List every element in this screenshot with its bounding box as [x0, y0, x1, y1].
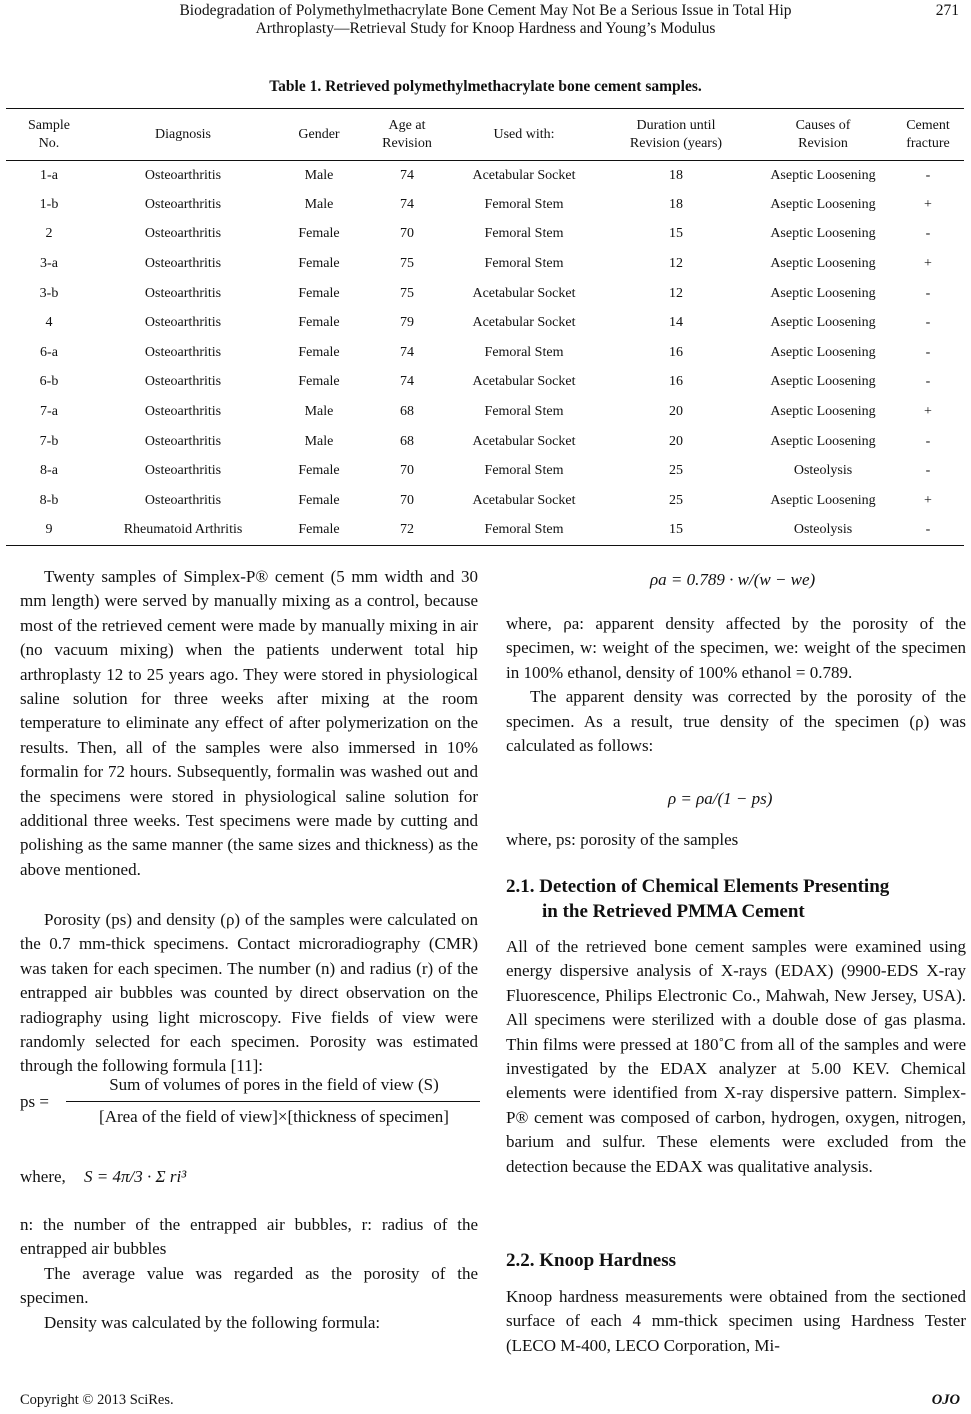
table-cell: 3-b — [39, 285, 59, 301]
table-row — [6, 308, 964, 338]
formula-denominator: [Area of the field of view]×[thickness of specimen] — [99, 1107, 449, 1126]
page-number: 271 — [935, 2, 959, 19]
table-header-cell: Age at Revision — [364, 109, 450, 161]
knoop-text: Knoop hardness measurements were obtained from the sectioned surface of each 4 mm-thick specimen using Hardness Tester (LECO M-400, LECO Corporation, Mi- — [506, 1287, 966, 1355]
sum-formula-line — [20, 1167, 186, 1187]
table-cell: Osteoarthritis — [144, 433, 222, 449]
paragraph-porosity — [20, 908, 478, 1079]
table-cell: Female — [298, 492, 340, 508]
running-title-line2: Arthroplasty—Retrieval Study for Knoop Hardness and Young’s Modulus — [255, 20, 716, 37]
table-row — [6, 368, 964, 398]
table-cell: Osteoarthritis — [144, 344, 222, 360]
table-cell: 68 — [400, 433, 414, 449]
table-cell: Female — [298, 256, 340, 272]
table-cell: Osteoarthritis — [144, 285, 222, 301]
table-row — [6, 516, 964, 546]
table-cell: 70 — [400, 226, 414, 242]
table-cell: 25 — [669, 492, 683, 508]
table-cell: 74 — [400, 344, 414, 360]
table-cell: + — [924, 492, 932, 508]
table-cell: Male — [304, 433, 334, 449]
table-cell: 3-a — [40, 256, 58, 272]
formula-numerator: Sum of volumes of pores in the field of view (S) — [109, 1075, 439, 1094]
right-column-top — [506, 612, 966, 758]
paragraph-average: The average value was regarded as the porosity of the specimen. — [20, 1263, 478, 1308]
table-cell: 8-b — [39, 492, 59, 508]
table-cell: Femoral Stem — [484, 256, 564, 272]
porosity-formula — [20, 1075, 460, 1135]
table-cell: Male — [304, 196, 334, 212]
table-cell: Femoral Stem — [484, 344, 564, 360]
table-header-cell: Cement fracture — [892, 109, 964, 161]
table-cell: - — [925, 374, 931, 390]
table-row — [6, 220, 964, 250]
table-cell: Femoral Stem — [484, 196, 564, 212]
heading-2-1-line1: 2.1. Detection of Chemical Elements Presenting — [506, 876, 890, 897]
table-row — [6, 486, 964, 516]
table-cell: Female — [298, 463, 340, 479]
table-cell: 1-a — [40, 167, 58, 183]
porosity-def-text: where, ps: porosity of the samples — [506, 830, 739, 849]
table-cell: - — [925, 433, 931, 449]
paragraph-true-density: The apparent density was corrected by the porosity of the specimen. As a result, true density of the specimen (ρ) was calculated as follows: — [506, 687, 966, 756]
paragraph-porosity-text: Porosity (ps) and density (ρ) of the samples were calculated on the 0.7 mm-thick specimens. Contact microradiography (CMR) was taken for each specimen. The number (n) and radius (r) of the entrapped air bubbles was counted by direct observation on the radiography using light microscopy. Five fields of view were randomly selected for each specimen. Porosity was estimated through the following formula [11]: — [20, 910, 478, 1076]
sum-formula: S = 4π/3 · Σ ri³ — [84, 1167, 187, 1186]
table-cell: 6-a — [40, 344, 58, 360]
table-cell: 16 — [669, 374, 683, 390]
journal-abbrev: OJO — [931, 1392, 960, 1408]
table-cell: 70 — [400, 492, 414, 508]
table-cell: - — [892, 516, 964, 546]
table-cell: Osteoarthritis — [144, 315, 222, 331]
table-cell: Aseptic Loosening — [770, 374, 876, 390]
table-cell: 15 — [598, 516, 754, 546]
paragraph-porosity-def — [506, 828, 966, 852]
table-cell: 74 — [400, 167, 414, 183]
table-cell: Osteolysis — [793, 463, 853, 479]
table-cell: Femoral Stem — [484, 226, 564, 242]
table-cell: 15 — [669, 226, 683, 242]
copyright: Copyright © 2013 SciRes. — [20, 1392, 174, 1408]
table-cell: Osteoarthritis — [144, 256, 222, 272]
table-cell: Acetabular Socket — [472, 315, 576, 331]
table-header-cell: Diagnosis — [92, 109, 274, 161]
paragraph-knoop — [506, 1285, 966, 1358]
paragraph-apparent-density: where, ρa: apparent density affected by the porosity of the specimen, w: weight of the specimen, we: weight of the specimen in 100% ethanol, density of 100% ethanol = 0.789. — [506, 614, 966, 682]
table-cell: Aseptic Loosening — [770, 285, 876, 301]
table-cell: Osteoarthritis — [144, 226, 222, 242]
table-row — [6, 427, 964, 457]
table-cell: 12 — [669, 256, 683, 272]
table-cell: Acetabular Socket — [472, 285, 576, 301]
table-cell: 7-b — [39, 433, 59, 449]
table-header-row — [6, 109, 964, 161]
table-cell: Aseptic Loosening — [770, 433, 876, 449]
table-cell: Femoral Stem — [450, 516, 598, 546]
table-cell: 8-a — [40, 463, 58, 479]
table-cell: Aseptic Loosening — [770, 226, 876, 242]
table-cell: Aseptic Loosening — [770, 344, 876, 360]
table-cell: - — [925, 463, 931, 479]
table-cell: - — [925, 167, 931, 183]
where-label: where, — [20, 1167, 66, 1186]
table-cell: - — [925, 226, 931, 242]
table-cell: 18 — [669, 196, 683, 212]
table-cell: 25 — [669, 463, 683, 479]
paragraph-density-intro: Density was calculated by the following formula: — [44, 1312, 381, 1332]
table-cell: 12 — [669, 285, 683, 301]
table-cell: Femoral Stem — [484, 463, 564, 479]
table-cell: Osteoarthritis — [144, 463, 222, 479]
table-row — [6, 279, 964, 309]
table-cell: 4 — [45, 315, 53, 331]
table-row — [6, 456, 964, 486]
table-row — [6, 338, 964, 368]
table-cell: Osteolysis — [754, 516, 892, 546]
formula-lhs: ps = — [20, 1092, 49, 1111]
table-cell: 18 — [669, 167, 683, 183]
table-cell: 20 — [669, 433, 683, 449]
table-row — [6, 249, 964, 279]
table-cell: 7-a — [40, 404, 58, 420]
running-header — [0, 0, 971, 40]
table-body — [6, 161, 964, 546]
apparent-density-formula: ρa = 0.789 · w/(w − we) — [650, 570, 816, 589]
table-header-cell: Used with: — [450, 109, 598, 161]
table-cell: + — [924, 404, 932, 420]
section-heading-2-1 — [506, 874, 889, 924]
table-cell: 20 — [669, 404, 683, 420]
table-row — [6, 190, 964, 220]
heading-2-1-line2: in the Retrieved PMMA Cement — [542, 901, 805, 922]
true-density-formula: ρ = ρa/(1 − ps) — [668, 789, 773, 808]
table-cell: Female — [298, 344, 340, 360]
table-cell: 6-b — [39, 374, 59, 390]
paragraph-bubbles-text: n: the number of the entrapped air bubbles, r: radius of the entrapped air bubbles — [20, 1215, 478, 1259]
fraction-bar — [66, 1101, 480, 1102]
table-cell: 14 — [669, 315, 683, 331]
table-header-cell: Duration until Revision (years) — [598, 109, 754, 161]
table-cell: 2 — [45, 226, 53, 242]
table-cell: Female — [274, 516, 364, 546]
table-cell: Aseptic Loosening — [770, 404, 876, 420]
table-cell: 68 — [400, 404, 414, 420]
table-cell: Aseptic Loosening — [770, 196, 876, 212]
table-cell: Male — [304, 167, 334, 183]
table-cell: Acetabular Socket — [472, 374, 576, 390]
table-cell: Osteoarthritis — [144, 374, 222, 390]
table-cell: Rheumatoid Arthritis — [92, 516, 274, 546]
table-cell: 79 — [400, 315, 414, 331]
table-cell: Osteoarthritis — [144, 492, 222, 508]
table-cell: 1-b — [39, 196, 59, 212]
table-cell: Female — [298, 374, 340, 390]
table-cell: 75 — [400, 256, 414, 272]
table-cell: 75 — [400, 285, 414, 301]
table-cell: Osteoarthritis — [144, 196, 222, 212]
table-cell: - — [925, 344, 931, 360]
table-cell: 9 — [6, 516, 92, 546]
left-column — [20, 565, 478, 882]
table-row — [6, 397, 964, 427]
table-cell: Female — [298, 315, 340, 331]
table-cell: Female — [298, 285, 340, 301]
table-cell: 72 — [364, 516, 450, 546]
table-cell: Osteoarthritis — [144, 167, 222, 183]
table-cell: Aseptic Loosening — [770, 167, 876, 183]
table-header-cell: Gender — [274, 109, 364, 161]
table-cell: - — [925, 315, 931, 331]
table-cell: + — [924, 196, 932, 212]
table-cell: Acetabular Socket — [472, 433, 576, 449]
samples-table — [6, 108, 964, 546]
edax-text: All of the retrieved bone cement samples were examined using energy dispersive analysis of X-rays (EDAX) (9900-EDS X-ray Fluorescence, Philips Electronic Co., Mahwah, New Jersey, USA). All specimens were sterilized with a double dose of gas plasma. Thin films were pressed at 180˚C from all of the samples and were investigated by the EDAX analyzer at 5.00 KEV. Chemical elements were identified from X-ray dispersive pattern. Simplex-P® cement was composed of carbon, hydrogen, oxygen, nitrogen, barium and sulfur. These elements were excluded from the detection because the EDAX was qualitative analysis. — [506, 937, 966, 1176]
paragraph-edax — [506, 935, 966, 1179]
paragraph-bubbles — [20, 1213, 478, 1335]
table-cell: 74 — [400, 374, 414, 390]
table-cell: Osteoarthritis — [144, 404, 222, 420]
page-footer — [20, 1392, 960, 1409]
table-cell: - — [925, 285, 931, 301]
table-cell: Femoral Stem — [484, 404, 564, 420]
table-caption: Table 1. Retrieved polymethylmethacrylate bone cement samples. — [269, 78, 702, 95]
table-cell: Acetabular Socket — [472, 167, 576, 183]
table-cell: 74 — [400, 196, 414, 212]
table-cell: Male — [304, 404, 334, 420]
table-row — [6, 161, 964, 191]
table-cell: 70 — [400, 463, 414, 479]
table-cell: Acetabular Socket — [472, 492, 576, 508]
table-cell: Aseptic Loosening — [770, 315, 876, 331]
table-cell: Aseptic Loosening — [770, 256, 876, 272]
section-heading-2-2: 2.2. Knoop Hardness — [506, 1250, 676, 1271]
table-cell: + — [924, 256, 932, 272]
paragraph-samples: Twenty samples of Simplex-P® cement (5 mm width and 30 mm length) were served by manually mixing as a control, because most of the retrieved cement were made by manually mixing in air (no vacuum mixing) when the patients underwent total hip arthroplasty 12 to 25 years ago. They were stored in physiological saline solution for three weeks after mixing at the room temperature to eliminate any effect of after polymerization on the results. Then, all of the samples were also immersed in 10% formalin for 72 hours. Subsequently, formalin was washed out and the specimens were stored in physiological saline solution for additional three weeks. Test specimens were made by cutting and polishing as the same manner (the same sizes and thickness) as the above mentioned. — [20, 567, 478, 879]
table-header-cell: Sample No. — [6, 109, 92, 161]
table-cell: Female — [298, 226, 340, 242]
table-header-cell: Causes of Revision — [754, 109, 892, 161]
table-cell: 16 — [669, 344, 683, 360]
table-cell: Aseptic Loosening — [770, 492, 876, 508]
running-title-line1: Biodegradation of Polymethylmethacrylate Bone Cement May Not Be a Serious Issue in Total Hip — [179, 2, 792, 19]
